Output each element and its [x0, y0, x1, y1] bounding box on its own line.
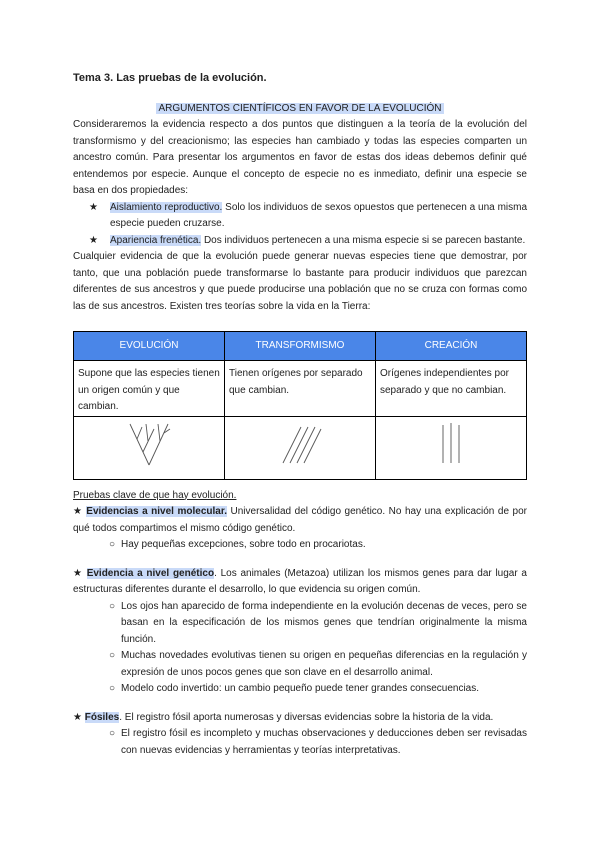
intro-paragraph: Consideraremos la evidencia respecto a dos puntos que distinguen a la teoría de la evolución del transformismo y del creacionismo; las especies han cambiado y todas las especies comparten un ancestro común. Para presentar los argumentos en favor de estas dos ideas debemos definir qué entendemos por especie. Aunque el concepto de especie no es inmediato, definir una especie se basa en dos propiedades: — [73, 119, 527, 196]
section-text: Universalidad del código genético. No hay una explicación de por qué todos compartimos el mismo código genético. — [73, 506, 528, 534]
section-term: Fósiles — [84, 711, 120, 723]
document-title: Tema 3. Las pruebas de la evolución. — [73, 72, 267, 84]
section-head — [73, 566, 527, 599]
sub-list — [73, 537, 527, 554]
section-term: Evidencia a nivel genético — [86, 567, 215, 579]
property-text: Solo los individuos de sexos opuestos que pertenecen a una misma especie pueden cruzarse. — [110, 201, 528, 229]
header-evolucion: EVOLUCIÓN — [74, 332, 225, 361]
list-item-text: Hay pequeñas excepciones, sobre todo en procariotas. — [121, 539, 366, 550]
evolution-tree-diagram — [124, 421, 174, 467]
sub-list — [73, 726, 527, 759]
circle-bullet-icon: ○ — [109, 600, 116, 612]
list-item — [73, 599, 527, 649]
table-cell — [376, 416, 527, 479]
table-cell: Supone que las especies tienen un origen común y que cambian. — [74, 361, 225, 417]
star-icon: ★ — [89, 201, 98, 213]
theories-table — [73, 331, 527, 480]
list-item-text: Muchas novedades evolutivas tienen su origen en pequeñas diferencias en la regulación y expresión de unos pocos genes que son clave en el desarrollo animal. — [121, 650, 527, 678]
star-icon: ★ — [73, 506, 83, 517]
list-item — [73, 200, 527, 233]
table-cell — [74, 416, 225, 479]
circle-bullet-icon: ○ — [109, 539, 116, 550]
section-term: Evidencias a nivel molecular. — [86, 506, 227, 517]
table-row — [74, 416, 527, 479]
property-term: Apariencia frenética. — [110, 234, 202, 246]
evidence-section-genetic — [73, 566, 527, 698]
header-creacion: CREACIÓN — [376, 332, 527, 361]
transformism-lines-diagram — [275, 421, 325, 467]
evidence-title — [73, 488, 527, 505]
section-heading-text: ARGUMENTOS CIENTÍFICOS EN FAVOR DE LA EVOLUCIÓN — [158, 102, 442, 114]
list-item-text: El registro fósil es incompleto y muchas observaciones y deducciones deben ser revisadas con nuevas evidencias y herramientas y teorías interpretativas. — [121, 728, 527, 756]
evidence-section-fossils — [73, 710, 527, 760]
section-head — [73, 710, 527, 727]
sub-list — [73, 599, 527, 698]
circle-bullet-icon: ○ — [109, 683, 116, 694]
section-text: . El registro fósil aporta numerosas y diversas evidencias sobre la historia de la vida. — [119, 711, 494, 723]
property-term: Aislamiento reproductivo. — [110, 201, 223, 213]
list-item-text: Los ojos han aparecido de forma independiente en la evolución decenas de veces, pero se basan en la especificación de los mismos genes que tendrían originalmente la misma función. — [121, 600, 527, 645]
list-item-text: Modelo codo invertido: un cambio pequeño puede tener grandes consecuencias. — [121, 683, 480, 694]
star-icon: ★ — [73, 711, 82, 723]
table-cell — [225, 416, 376, 479]
list-item — [73, 726, 527, 759]
list-item — [73, 648, 527, 681]
table-row — [74, 361, 527, 417]
evidence-title-text: Pruebas clave de que hay evolución. — [73, 489, 237, 501]
list-item — [73, 537, 527, 554]
section-text: . Los animales (Metazoa) utilizan los mismos genes para dar lugar a estructuras diferentes durante el desarrollo, lo que evidencia su origen común. — [73, 567, 527, 595]
star-icon: ★ — [89, 234, 98, 246]
circle-bullet-icon: ○ — [109, 728, 116, 739]
star-icon: ★ — [73, 567, 83, 579]
circle-bullet-icon: ○ — [109, 650, 116, 661]
list-item — [73, 233, 527, 250]
section-heading — [73, 101, 527, 118]
table-header-row — [74, 332, 527, 361]
table-cell: Orígenes independientes por separado y que no cambian. — [376, 361, 527, 417]
creation-lines-diagram — [426, 421, 476, 467]
evidence-section-molecular — [73, 504, 527, 554]
list-item — [73, 681, 527, 698]
species-properties-list — [73, 200, 527, 250]
table-cell: Tienen orígenes por separado que cambian. — [225, 361, 376, 417]
document-page — [73, 70, 527, 759]
section-head — [73, 504, 527, 537]
property-text: Dos individuos pertenecen a una misma especie si se parecen bastante. — [201, 234, 526, 246]
theories-paragraph: Cualquier evidencia de que la evolución puede generar nuevas especies tiene que demostrar, por tanto, que una población puede transformarse lo bastante para producir individuos que parezcan diferentes de sus ancestros y que puede producirse una población que no se cruza con formas como las de sus ancestros. Existen tres teorías sobre la vida en la Tierra: — [73, 251, 527, 312]
header-transformismo: TRANSFORMISMO — [225, 332, 376, 361]
